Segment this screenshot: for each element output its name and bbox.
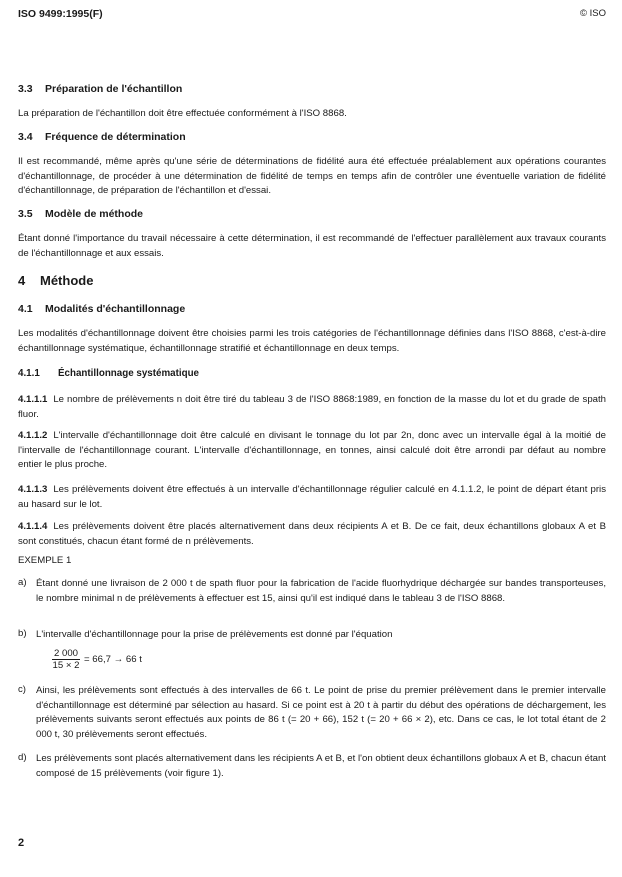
- example-item-a: Étant donné une livraison de 2 000 t de spath fluor pour la fabrication de l'acide fluorhydrique déchargée sur bandes transporteuses, le nombre minimal n de prélèvements à effectuer est 15, ainsi qu'il est indiqué dans le tableau 3 de l'ISO 8868.: [36, 578, 606, 604]
- example-item-b: L'intervalle d'échantillonnage pour la prise de prélèvements est donné par l'équation: [36, 629, 393, 640]
- section-number: 4: [18, 273, 26, 288]
- heading-3-5: [18, 208, 143, 220]
- clause-number: 4.1.1.1: [18, 394, 48, 405]
- clause-number: 4.1.1.4: [18, 521, 48, 532]
- clause-text: Les prélèvements doivent être placés alternativement dans deux récipients A et B. De ce fait, deux échantillons globaux A et B sont constitués, chacun étant formé de n prélèvements.: [18, 521, 606, 547]
- clause-4-1-1-4: [18, 520, 606, 549]
- heading-3-3: [18, 83, 182, 95]
- clause-number: 4.1.1.3: [18, 484, 48, 495]
- section-number: 3.4: [18, 131, 33, 143]
- example-label: EXEMPLE 1: [18, 555, 72, 566]
- clause-text: Le nombre de prélèvements n doit être tiré du tableau 3 de l'ISO 8868:1989, en fonction de la masse du lot et du grade de spath fluor.: [18, 394, 606, 420]
- item-mark-b: b): [18, 628, 27, 639]
- section-title: Échantillonnage systématique: [58, 368, 200, 379]
- fraction: [52, 648, 80, 671]
- section-title: Modalités d'échantillonnage: [45, 303, 186, 315]
- clause-4-1-1-1: [18, 393, 606, 422]
- example-item-c: Ainsi, les prélèvements sont effectués à des intervalles de 66 t. Le point de prise du premier prélèvement dans le premier intervalle d'échantillonnage est déterminé par sélection au hasard. Si ce point est à 20 t à partir du début des opérations de déchargement, les prélèvements suivants seront effectués aux points de 86 t (= 20 + 66), 152 t (= 20 + 66 × 2), etc. Dans ce cas, le lot total étant de 2 000 t, 30 prélèvements seront effectués.: [36, 685, 606, 740]
- section-title: Fréquence de détermination: [45, 131, 186, 143]
- copyright: © ISO: [579, 8, 606, 19]
- document-id: ISO 9499:1995(F): [18, 8, 103, 20]
- clause-4-1-1-2: [18, 429, 606, 473]
- section-title: Modèle de méthode: [45, 208, 144, 220]
- paragraph-3-5: Étant donné l'importance du travail nécessaire à cette détermination, il est recommandé de l'effectuer parallèlement aux travaux courants de l'échantillonnage et aux essais.: [18, 233, 606, 259]
- item-mark-c: c): [18, 684, 26, 695]
- paragraph-4-1: Les modalités d'échantillonnage doivent être choisies parmi les trois catégories de l'échantillonnage définies dans l'ISO 8868, c'est-à-dire échantillonnage systématique, échantillonnage stratifié et échantillonnage en deux temps.: [18, 328, 606, 354]
- paragraph-3-4: Il est recommandé, même après qu'une série de déterminations de fidélité aura été effectuée préalablement aux opérations courantes d'échantillonnage, de procéder à une détermination de fidélité de temps en temps afin de contrôler une éventuelle variation de fidélité d'échantillonnage, de préparation de l'échantillon et d'essai.: [18, 156, 606, 197]
- denominator: 15 × 2: [52, 660, 80, 671]
- heading-4-1-1: [18, 368, 199, 379]
- section-number: 3.5: [18, 208, 33, 220]
- item-mark-d: d): [18, 752, 27, 763]
- section-number: 4.1.1: [18, 368, 40, 379]
- example-item-d: Les prélèvements sont placés alternativement dans les récipients A et B, et l'on obtient deux échantillons globaux A et B, chacun étant composé de 15 prélèvements (voir figure 1).: [36, 753, 606, 779]
- section-number: 3.3: [18, 83, 33, 95]
- page-number: 2: [18, 837, 25, 849]
- clause-number: 4.1.1.2: [18, 430, 48, 441]
- section-title: Méthode: [40, 273, 94, 288]
- numerator: 2 000: [54, 648, 79, 659]
- clause-4-1-1-3: [18, 483, 606, 512]
- equation: [52, 648, 142, 671]
- heading-3-4: [18, 131, 186, 143]
- paragraph-3-3: La préparation de l'échantillon doit être effectuée conformément à l'ISO 8868.: [18, 108, 347, 119]
- section-number: 4.1: [18, 303, 33, 315]
- clause-text: Les prélèvements doivent être effectués à un intervalle d'échantillonnage régulier calculé en 4.1.1.2, le point de départ étant pris au hasard sur le lot.: [18, 484, 606, 510]
- equation-result: = 66,7 → 66 t: [84, 654, 142, 665]
- section-title: Préparation de l'échantillon: [45, 83, 183, 95]
- heading-4: [18, 273, 93, 288]
- clause-text: L'intervalle d'échantillonnage doit être calculé en divisant le tonnage du lot par 2n, donc avec un intervalle égal à la moitié de l'intervalle de l'échantillonnage courant. L'intervalle d'échantillonnage, en tonnes, ainsi calculé doit être arrondi par défaut au nombre entier le plus proche.: [18, 430, 606, 471]
- heading-4-1: [18, 303, 185, 315]
- item-mark-a: a): [18, 577, 27, 588]
